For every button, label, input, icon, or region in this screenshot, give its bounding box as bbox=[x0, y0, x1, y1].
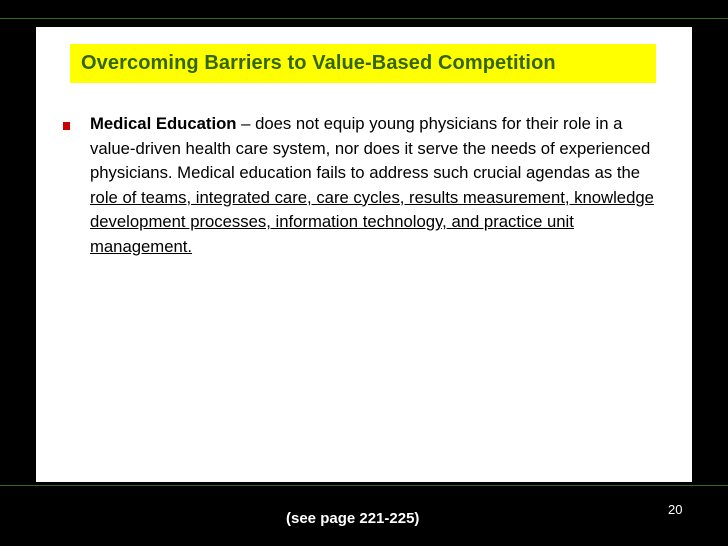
page-reference: (see page 221-225) bbox=[286, 510, 420, 527]
slide-title: Overcoming Barriers to Value-Based Competition bbox=[81, 52, 556, 74]
bottom-divider bbox=[0, 485, 728, 486]
bullet-lead: Medical Education bbox=[90, 114, 237, 133]
slide-number: 20 bbox=[668, 502, 683, 517]
bullet-square-icon bbox=[63, 122, 70, 130]
bullet-text bbox=[90, 112, 668, 259]
bullet-body: – does not equip young physicians for their role in a value-driven health care system, nor does it serve the needs of experienced physicians. Medical education fails to address such crucial agendas as the bbox=[90, 114, 651, 182]
bullet-underlined-agenda: role of teams, integrated care, care cycles, results measurement, knowledge development processes, information technology, and practice unit management. bbox=[90, 187, 654, 256]
slide-content-area bbox=[36, 27, 692, 482]
top-divider bbox=[0, 18, 728, 19]
